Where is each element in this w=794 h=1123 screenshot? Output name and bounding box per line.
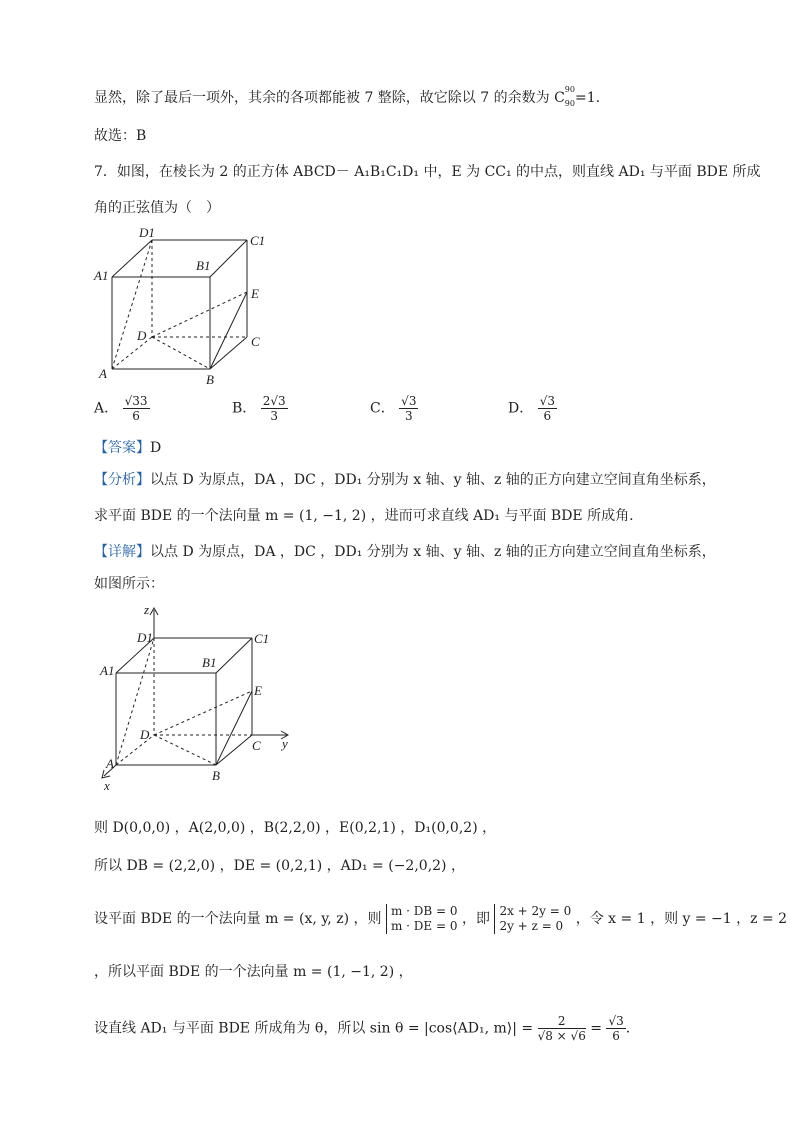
label-B: B	[206, 372, 214, 387]
choice-line: 故选：B	[94, 128, 147, 144]
final-answer-num: √3	[608, 1014, 624, 1028]
option-D	[508, 394, 557, 423]
option-A	[94, 394, 150, 423]
option-D-den: 6	[543, 409, 552, 423]
label-x: x	[104, 778, 110, 793]
label-E-2: E	[254, 683, 262, 698]
final-pre: 设直线 AD₁ 与平面 BDE 所成角为 θ，所以 sin θ = |cos⟨AD₁, m⟩| =	[94, 1020, 534, 1037]
system-2-eq2: 2y + z = 0	[499, 919, 564, 933]
label-A-2: A	[106, 756, 114, 771]
analysis-line2: 求平面 BDE 的一个法向量 m = (1, −1, 2) ，进而可求直线 AD₁ 与平面 BDE 所成角.	[94, 508, 634, 524]
option-C-frac	[399, 394, 418, 423]
option-D-frac	[538, 394, 557, 423]
label-y: y	[282, 736, 288, 751]
question-7-line1: 7．如图，在棱长为 2 的正方体 ABCD－ A₁B₁C₁D₁ 中，E 为 CC₁ 的中点，则直线 AD₁ 与平面 BDE 所成	[94, 164, 761, 180]
final-frac	[538, 1014, 586, 1043]
answer-value: D	[150, 440, 162, 456]
detail-line1	[94, 542, 716, 562]
option-A-letter: A．	[94, 400, 119, 417]
final-eq: =	[590, 1020, 603, 1037]
label-D1: D1	[139, 225, 155, 240]
label-A1: A1	[94, 268, 109, 283]
option-A-den: 6	[132, 409, 140, 423]
option-A-frac	[123, 394, 150, 423]
label-C1-2: C1	[254, 631, 270, 646]
normal-pre: 设平面 BDE 的一个法向量 m = (x, y, z) ，则	[94, 911, 382, 927]
question-7-line2: 角的正弦值为（ ）	[94, 200, 220, 216]
remainder-text: 显然，除了最后一项外，其余的各项都能被 7 整除，故它除以 7 的余数为 C	[94, 90, 565, 106]
label-D: D	[137, 328, 147, 343]
final-frac-num: 2	[538, 1014, 586, 1029]
vectors-line: 所以 DB = (2,2,0) ，DE = (0,2,1) ，AD₁ = (−2,0,2) ，	[94, 858, 465, 874]
final-answer-frac	[606, 1014, 625, 1043]
system-1-eq2: m · DE = 0	[390, 919, 458, 933]
option-B-frac	[261, 394, 288, 423]
label-B-2: B	[212, 768, 220, 783]
option-B-den: 3	[270, 409, 279, 423]
final-frac-den: √8 × √6	[537, 1029, 586, 1043]
option-C-letter: C．	[370, 400, 395, 417]
analysis-tag: 【分析】	[94, 472, 150, 488]
final-answer-den: 6	[612, 1029, 620, 1043]
detail-tag: 【详解】	[94, 544, 150, 560]
option-A-num: √33	[124, 394, 148, 408]
normal-line	[94, 904, 787, 934]
system-2	[494, 904, 571, 934]
label-E: E	[251, 286, 259, 301]
system-1-eq1: m · DB = 0	[390, 904, 458, 918]
coords-line: 则 D(0,0,0) ，A(2,0,0) ，B(2,2,0) ，E(0,2,1) ，D₁(0,0,2) ，	[94, 820, 497, 836]
option-B	[232, 394, 288, 423]
label-D-2: D	[140, 727, 150, 742]
cube-figure-1	[92, 222, 282, 392]
detail-text-1: 以点 D 为原点，DA ，DC ，DD₁ 分别为 x 轴、y 轴、z 轴的正方向建立空间直角坐标系，	[150, 544, 716, 560]
remainder-result: =1.	[574, 90, 601, 106]
label-A1-2: A1	[100, 663, 115, 678]
label-B1-2: B1	[202, 655, 217, 670]
option-D-num: √3	[539, 394, 555, 408]
binom-subscript: 90	[564, 98, 575, 108]
answer-line	[94, 438, 161, 458]
option-C-den: 3	[404, 409, 413, 423]
detail-line2: 如图所示：	[94, 576, 164, 592]
label-z: z	[144, 602, 150, 617]
final-line	[94, 1014, 630, 1043]
analysis-line1	[94, 470, 716, 490]
label-D1-2: D1	[137, 630, 153, 645]
option-B-letter: B．	[232, 400, 257, 417]
final-dot: .	[625, 1020, 631, 1037]
binom-superscript: 90	[564, 85, 575, 94]
normal-result-line: ，所以平面 BDE 的一个法向量 m = (1, −1, 2) ，	[94, 964, 413, 980]
label-C-2: C	[252, 738, 261, 753]
option-C-num: √3	[401, 394, 417, 408]
system-2-eq1: 2x + 2y = 0	[499, 904, 572, 918]
label-C1: C1	[250, 233, 266, 248]
normal-mid: ，即	[462, 911, 490, 927]
option-D-letter: D．	[508, 400, 534, 417]
option-B-num: 2√3	[262, 394, 286, 408]
option-C	[370, 394, 418, 423]
system-1	[386, 904, 458, 934]
normal-post: ，令 x = 1 ，则 y = −1 ，z = 2	[575, 911, 788, 927]
label-C: C	[251, 334, 260, 349]
analysis-text-1: 以点 D 为原点，DA ，DC ，DD₁ 分别为 x 轴、y 轴、z 轴的正方向建立空间直角坐标系，	[150, 472, 716, 488]
cube-figure-2	[92, 598, 302, 793]
answer-tag: 【答案】	[94, 440, 150, 456]
line-remainder	[94, 85, 601, 114]
label-B1: B1	[196, 258, 211, 273]
label-A: A	[99, 366, 107, 381]
